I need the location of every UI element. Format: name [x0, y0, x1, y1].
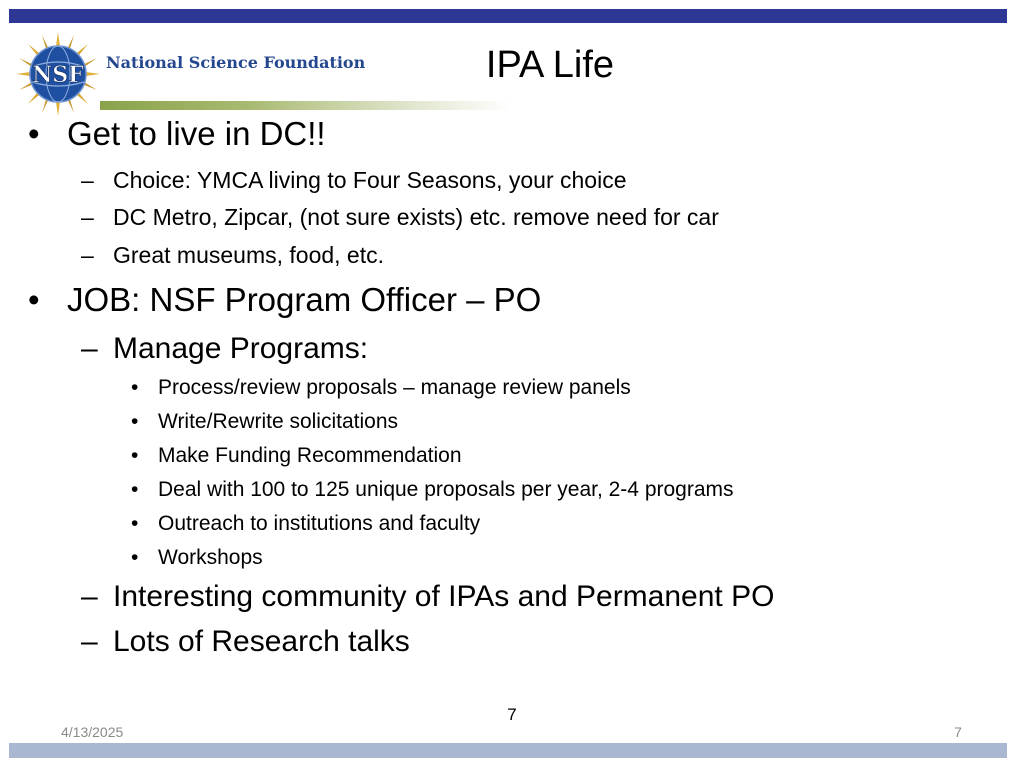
- sub-item-choice: Choice: YMCA living to Four Seasons, your choice: [113, 167, 627, 193]
- dash-marker: –: [81, 332, 98, 365]
- sub-item-manage-programs: Manage Programs:: [113, 332, 369, 365]
- slide-title: IPA Life: [485, 44, 615, 86]
- bullet-marker: •: [131, 512, 139, 535]
- bullet-marker: •: [28, 115, 40, 152]
- org-name: National Science Foundation: [106, 53, 366, 72]
- bullet-marker: •: [131, 546, 139, 569]
- footer-date: 4/13/2025: [61, 724, 124, 740]
- detail-item: Workshops: [158, 546, 263, 569]
- center-page-number: 7: [507, 705, 517, 724]
- bullet-marker: •: [131, 478, 139, 501]
- bullet-job: JOB: NSF Program Officer – PO: [67, 281, 542, 318]
- dash-marker: –: [81, 625, 98, 658]
- sub-item-transport: DC Metro, Zipcar, (not sure exists) etc. remove need for car: [113, 204, 719, 230]
- bullet-marker: •: [131, 444, 139, 467]
- sub-item-research-talks: Lots of Research talks: [113, 625, 410, 658]
- sub-item-community: Interesting community of IPAs and Permanent PO: [113, 580, 775, 613]
- detail-item: Make Funding Recommendation: [158, 444, 462, 467]
- detail-item: Process/review proposals – manage review panels: [158, 376, 631, 399]
- sub-item-museums: Great museums, food, etc.: [113, 242, 385, 268]
- bullet-live-in-dc: Get to live in DC!!: [67, 115, 326, 152]
- detail-item: Write/Rewrite solicitations: [158, 410, 399, 433]
- dash-marker: –: [81, 242, 94, 268]
- detail-item: Deal with 100 to 125 unique proposals per year, 2-4 programs: [158, 478, 734, 501]
- logo-text: NSF: [32, 62, 84, 88]
- bullet-marker: •: [131, 376, 139, 399]
- dash-marker: –: [81, 204, 94, 230]
- bullet-marker: •: [28, 281, 40, 318]
- dash-marker: –: [81, 167, 94, 193]
- dash-marker: –: [81, 580, 98, 613]
- footer-slide-number: 7: [954, 724, 962, 740]
- bottom-bar: [9, 743, 1007, 758]
- bullet-marker: •: [131, 410, 139, 433]
- detail-item: Outreach to institutions and faculty: [158, 512, 481, 535]
